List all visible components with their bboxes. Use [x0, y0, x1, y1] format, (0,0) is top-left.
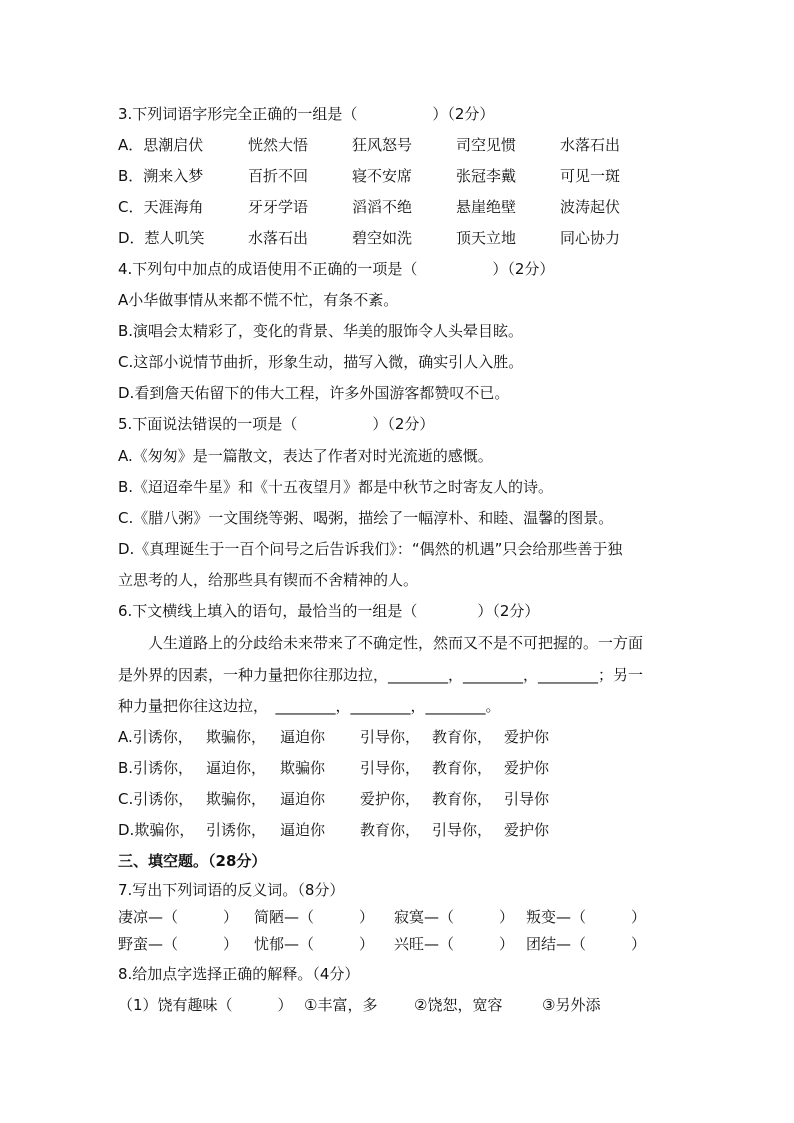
q7-stem: 7.写出下列词语的反义词。（8分）: [118, 881, 345, 899]
q8-stem: 8.给加点字选择正确的解释。（4分）: [118, 965, 360, 983]
q3-c-1: C．天涯海角: [118, 198, 204, 216]
q3-a-2: 恍然大悟: [248, 136, 309, 154]
q6-d-5: 引导你，: [432, 821, 493, 839]
q7-item-1: 凄凉—（ ）: [118, 908, 239, 926]
q6-c-5: 教育你，: [432, 790, 493, 808]
q6-d-1: D.欺骗你，: [118, 821, 195, 839]
q3-c-2: 牙牙学语: [248, 198, 309, 216]
section-3-title: 三、填空题。（28分）: [118, 852, 267, 870]
q6-passage-line-2: 是外界的因素，一种力量把你往那边拉，________，________，________；另一: [118, 666, 644, 684]
q6-a-6: 爱护你: [504, 728, 550, 746]
q6-a-4: 引导你，: [360, 728, 421, 746]
q3-d-1: D．惹人叽笑: [118, 229, 205, 247]
q8-item-1-word: （1）饶有趣味（ ）: [118, 996, 293, 1014]
q6-b-6: 爱护你: [504, 759, 550, 777]
q3-d-5: 同心协力: [560, 229, 621, 247]
q3-b-1: B．溯来入梦: [118, 167, 204, 185]
q5-option-d-cont: 立思考的人，给那些具有锲而不舍精神的人。: [118, 571, 419, 589]
q8-item-1-choice-3: ③另外添: [542, 996, 601, 1014]
q3-a-1: A．思潮启伏: [118, 136, 204, 154]
q6-b-2: 逼迫你，: [206, 759, 267, 777]
q3-b-2: 百折不回: [248, 167, 309, 185]
q6-b-3: 欺骗你: [280, 759, 326, 777]
q6-b-5: 教育你，: [432, 759, 493, 777]
q7-item-7: 兴旺—（ ）: [394, 935, 515, 953]
q4-option-c: C.这部小说情节曲折，形象生动，描写入微，确实引人入胜。: [118, 353, 524, 371]
q4-option-a: A小华做事情从来都不慌不忙，有条不紊。: [118, 291, 399, 309]
q7-item-4: 叛变—（ ）: [526, 908, 647, 926]
q7-item-2: 简陋—（ ）: [254, 908, 375, 926]
q5-stem: 5.下面说法错误的一项是（ ）（2分）: [118, 415, 435, 433]
q7-item-8: 团结—（ ）: [526, 935, 647, 953]
q6-c-3: 逼迫你: [280, 790, 326, 808]
q4-option-b: B.演唱会太精彩了，变化的背景、华美的服饰令人头晕目眩。: [118, 322, 524, 340]
q6-d-4: 教育你，: [360, 821, 421, 839]
q6-c-1: C.引诱你，: [118, 790, 194, 808]
q3-stem: 3.下列词语字形完全正确的一组是（ ）（2分）: [118, 105, 495, 123]
q3-b-5: 可见一斑: [560, 167, 621, 185]
q7-item-6: 忧郁—（ ）: [254, 935, 375, 953]
q6-d-3: 逼迫你: [280, 821, 326, 839]
q6-passage-line-1: 人生道路上的分歧给未来带来了不确定性，然而又不是不可把握的。一方面: [148, 634, 644, 652]
q6-c-2: 欺骗你，: [206, 790, 267, 808]
q6-d-6: 爱护你: [504, 821, 550, 839]
q6-passage-line-3: 种力量把你往这边拉， ________，________，________。: [118, 697, 501, 715]
q3-c-4: 悬崖绝壁: [456, 198, 517, 216]
q6-b-4: 引导你，: [360, 759, 421, 777]
q6-d-2: 引诱你，: [206, 821, 267, 839]
q3-a-3: 狂风怒号: [352, 136, 413, 154]
q7-item-5: 野蛮—（ ）: [118, 935, 239, 953]
q6-a-1: A.引诱你，: [118, 728, 193, 746]
q3-d-3: 碧空如洗: [352, 229, 413, 247]
q8-item-1-choice-1: ①丰富，多: [304, 996, 378, 1014]
q7-item-3: 寂寞—（ ）: [394, 908, 515, 926]
q6-a-3: 逼迫你: [280, 728, 326, 746]
q3-b-3: 寝不安席: [352, 167, 413, 185]
q6-a-2: 欺骗你，: [206, 728, 267, 746]
q8-item-1-choice-2: ②饶恕，宽容: [414, 996, 503, 1014]
q3-a-4: 司空见惯: [456, 136, 517, 154]
q4-option-d: D.看到詹天佑留下的伟大工程，许多外国游客都赞叹不已。: [118, 384, 510, 402]
q6-c-4: 爱护你，: [360, 790, 421, 808]
q6-c-6: 引导你: [504, 790, 550, 808]
q3-d-4: 顶天立地: [456, 229, 517, 247]
q3-c-3: 滔滔不绝: [352, 198, 413, 216]
q5-option-a: A.《匆匆》是一篇散文，表达了作者对时光流逝的感慨。: [118, 447, 493, 465]
q6-stem: 6.下文横线上填入的语句，最恰当的一组是（ ）（2分）: [118, 602, 540, 620]
q3-c-5: 波涛起伏: [560, 198, 621, 216]
q3-a-5: 水落石出: [560, 136, 621, 154]
q6-a-5: 教育你，: [432, 728, 493, 746]
q6-b-1: B.引诱你，: [118, 759, 194, 777]
q3-d-2: 水落石出: [248, 229, 309, 247]
q5-option-d: D.《真理诞生于一百个问号之后告诉我们》：“偶然的机遇”只会给那些善于独: [118, 540, 623, 558]
q4-stem: 4.下列句中加点的成语使用不正确的一项是（ ）（2分）: [118, 260, 555, 278]
q5-option-b: B.《迢迢牵牛星》和《十五夜望月》都是中秋节之时寄友人的诗。: [118, 478, 554, 496]
q5-option-c: C.《腊八粥》一文围绕等粥、喝粥，描绘了一幅淳朴、和睦、温馨的图景。: [118, 509, 614, 527]
q3-b-4: 张冠李戴: [456, 167, 517, 185]
